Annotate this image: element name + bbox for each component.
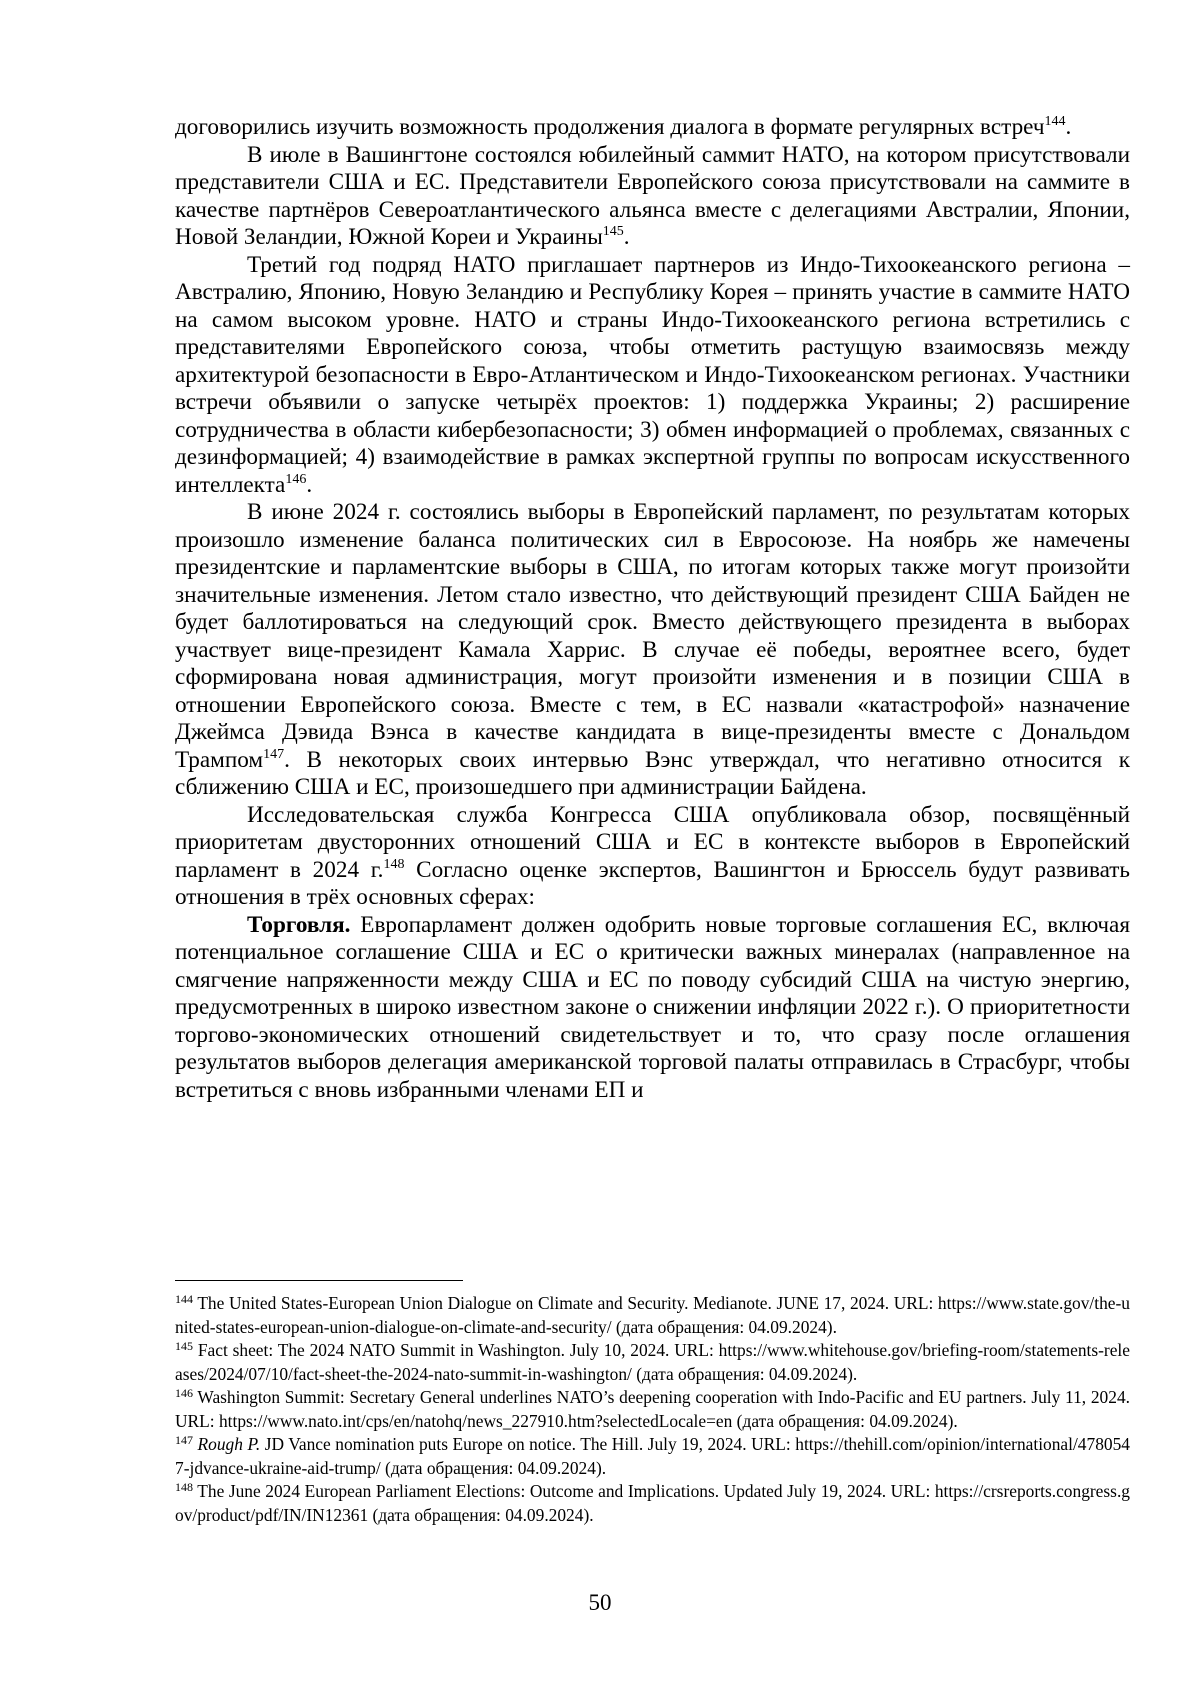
footnote-number: 145: [175, 1339, 193, 1353]
footnote-number: 147: [175, 1433, 193, 1447]
footnote-text: Fact sheet: The 2024 NATO Summit in Washington. July 10, 2024. URL: https://www.whitehouse.gov/briefing-room/statements-releases/2024/07/10/fact-sheet-the-2024-nato-summit-in-washington/ (дата обращения: 04.09.2024).: [175, 1340, 1130, 1384]
paragraph-4: В июне 2024 г. состоялись выборы в Европейский парламент, по результатам которых произошло изменение баланса политических сил в Евросоюзе. На ноябрь же намечены президентские и парламентские выборы в США, по итогам которых также могут произойти значительные изменения. Летом стало известно, что действующий президент США Байден не будет баллотироваться на следующий срок. Вместо действующего президента в выборах участвует вице-президент Камала Харрис. В случае её победы, вероятнее всего, будет сформирована новая администрация, могут произойти изменения и в позиции США в отношении Европейского союза. Вместе с тем, в ЕС назвали «катастрофой» назначение Джеймса Дэвида Вэнса в качестве кандидата в вице-президенты вместе с Дональдом Трампом$^{147}$. В некоторых своих интервью Вэнс утверждал, что негативно относится к сближению США и ЕС, произошедшего при администрации Байдена.: [175, 499, 1130, 800]
footnote-146: [175, 1386, 1130, 1433]
paragraph-1: договорились изучить возможность продолжения диалога в формате регулярных встреч$^{144}$.: [175, 114, 1072, 140]
paragraph-2: В июле в Вашингтоне состоялся юбилейный саммит НАТО, на котором присутствовали представители США и ЕС. Представители Европейского союза присутствовали на саммите в качестве партнёров Североатлантического альянса вместе с делегациями Австралии, Японии, Новой Зеландии, Южной Кореи и Украины$^{145}$.: [175, 141, 1130, 250]
paragraph-6: Торговля. Европарламент должен одобрить новые торговые соглашения ЕС, включая потенциальное соглашение США и ЕС о критически важных минералах (направленное на смягчение напряженности между США и ЕС по поводу субсидий США на чистую энергию, предусмотренных в широко известном законе о снижении инфляции 2022 г.). О приоритетности торгово-экономических отношений свидетельствует и то, что сразу после оглашения результатов выборов делегация американской торговой палаты отправилась в Страсбург, чтобы встретиться с вновь избранными членами ЕП и: [175, 911, 1130, 1103]
footnote-147: [175, 1433, 1130, 1480]
footnote-text: JD Vance nomination puts Europe on notice. The Hill. July 19, 2024. URL: https://thehill.com/opinion/international/4780547-jdvance-ukraine-aid-trump/ (дата обращения: 04.09.2024).: [175, 1434, 1130, 1478]
footnote-text: The June 2024 European Parliament Elections: Outcome and Implications. Updated July 19, 2024. URL: https://crsreports.congress.gov/product/pdf/IN/IN12361 (дата обращения: 04.09.2024).: [175, 1481, 1130, 1525]
footnote-number: 148: [175, 1480, 193, 1494]
section-lead-trade: Торговля.: [247, 911, 351, 938]
page-number: 50: [588, 1590, 612, 1615]
footnote-author: Rough P.: [197, 1434, 261, 1454]
footnote-number: 144: [175, 1292, 193, 1306]
body-text: [175, 114, 1130, 1104]
footnote-ref-148[interactable]: 148: [383, 856, 405, 872]
footnote-text: The United States-European Union Dialogue on Climate and Security. Medianote. JUNE 17, 2024. URL: https://www.state.gov/the-united-states-european-union-dialogue-on-climate-and-security/ (дата обращения: 04.09.2024).: [175, 1293, 1130, 1337]
footnotes: [175, 1292, 1130, 1527]
footnote-text: Washington Summit: Secretary General underlines NATO’s deepening cooperation with Indo-Pacific and EU partners. July 11, 2024. URL: https://www.nato.int/cps/en/natohq/news_227910.htm?selectedLocale=en (дата обращения: 04.09.2024).: [175, 1387, 1130, 1431]
footnote-ref-146[interactable]: 146: [285, 471, 307, 487]
footnote-ref-147[interactable]: 147: [263, 746, 285, 762]
paragraph-5: Исследовательская служба Конгресса США опубликовала обзор, посвящённый приоритетам двусторонних отношений США и ЕС в контексте выборов в Европейский парламент в 2024 г.$^{148}$ Согласно оценке экспертов, Вашингтон и Брюссель будут развивать отношения в трёх основных сферах:: [175, 801, 1130, 910]
footnote-separator: [175, 1280, 463, 1281]
footnote-145: [175, 1339, 1130, 1386]
footnote-number: 146: [175, 1386, 193, 1400]
paragraph-3: Третий год подряд НАТО приглашает партнеров из Индо-Тихоокеанского региона – Австралию, Японию, Новую Зеландию и Республику Корея – принять участие в саммите НАТО на самом высоком уровне. НАТО и страны Индо-Тихоокеанского региона встретились с представителями Европейского союза, чтобы отметить растущую взаимосвязь между архитектурой безопасности в Евро-Атлантическом и Индо-Тихоокеанском регионах. Участники встречи объявили о запуске четырёх проектов: 1) поддержка Украины; 2) расширение сотрудничества в области кибербезопасности; 3) обмен информацией о проблемах, связанных с дезинформацией; 4) взаимодействие в рамках экспертной группы по вопросам искусственного интеллекта$^{146}$.: [175, 251, 1130, 498]
footnote-ref-144[interactable]: 144: [1044, 114, 1066, 129]
footnote-144: [175, 1292, 1130, 1339]
footnote-148: [175, 1480, 1130, 1527]
footnote-ref-145[interactable]: 145: [602, 224, 624, 239]
